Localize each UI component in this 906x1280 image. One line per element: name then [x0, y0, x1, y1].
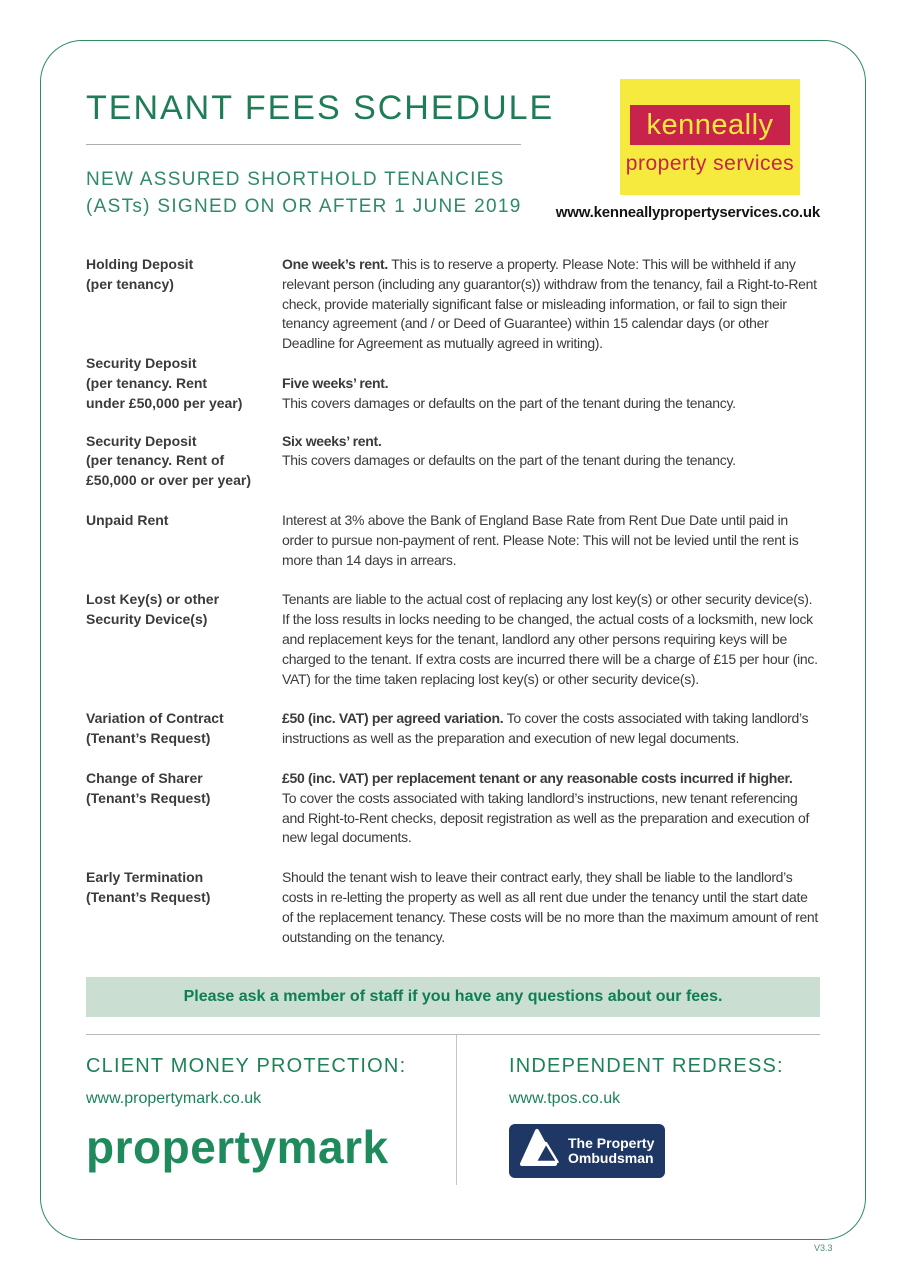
fee-row [86, 432, 820, 491]
fee-desc-rest: This covers damages or defaults on the part of the tenant during the tenancy. [282, 394, 736, 411]
fee-description [282, 769, 820, 848]
client-money-protection-section [86, 1035, 456, 1185]
brand-website-link[interactable]: www.kenneallypropertyservices.co.uk [555, 204, 820, 221]
fee-label: Security Deposit (per tenancy. Rent of £50,000 or over per year) [86, 432, 251, 489]
fee-table [86, 255, 820, 947]
propertymark-url-link[interactable]: www.propertymark.co.uk [86, 1090, 262, 1108]
fee-label: Variation of Contract (Tenant’s Request) [86, 710, 224, 747]
fee-row [86, 354, 820, 414]
fee-description [282, 868, 820, 947]
fee-description [282, 255, 820, 354]
tpo-logo-line-1: The Property [568, 1134, 655, 1151]
fee-desc-rest: Tenants are liable to the actual cost of replacing any lost key(s) or other security device(s). If the loss results in locks needing to be changed, the actual costs of a locksmith, new lock and replacement keys for the tenant, landlord any other persons requiring keys will be charged to the tenant. If extra costs are incurred there will be a charge of £15 per hour (inc. VAT) for the time taken replacing lost key(s) or other security device(s). [282, 591, 818, 687]
fee-desc-lead: Six weeks’ rent. [282, 432, 382, 449]
propertymark-logo: propertymark [86, 1121, 389, 1174]
kenneally-tagline: property services [625, 152, 795, 175]
title-divider [86, 144, 521, 145]
fee-desc-lead: £50 (inc. VAT) per agreed variation. [282, 710, 504, 727]
fee-row [86, 590, 820, 689]
footer [86, 1035, 820, 1185]
cmp-heading: CLIENT MONEY PROTECTION: [86, 1055, 407, 1078]
kenneally-logo [620, 79, 800, 195]
fee-row [86, 511, 820, 570]
property-ombudsman-logo [509, 1124, 665, 1178]
fee-row [86, 868, 820, 947]
fee-desc-rest: This covers damages or defaults on the part of the tenant during the tenancy. [282, 452, 736, 469]
fee-desc-rest: To cover the costs associated with taking landlord’s instructions, new tenant referencing and Right-to-Rent checks, deposit registration as well as the preparation and execution of new legal documents. [282, 789, 810, 846]
fee-label: Security Deposit (per tenancy. Rent under £50,000 per year) [86, 354, 243, 411]
fee-description [282, 432, 820, 491]
fee-description [282, 590, 820, 689]
document-page [40, 40, 866, 1240]
fee-label: Unpaid Rent [86, 511, 169, 528]
fee-desc-lead: £50 (inc. VAT) per replacement tenant or any reasonable costs incurred if higher. [282, 769, 793, 786]
tpo-triangle-icon [517, 1126, 563, 1177]
fee-row [86, 255, 820, 354]
fee-description [282, 354, 820, 414]
fee-desc-rest: To cover the costs associated with taking landlord’s instructions as well as the preparation and execution of new legal documents. [282, 710, 809, 747]
kenneally-logo-nameplate [630, 105, 790, 145]
fee-description [282, 511, 820, 570]
fee-row [86, 769, 820, 848]
fee-label: Early Termination (Tenant’s Request) [86, 869, 211, 905]
subtitle-line-2: (ASTs) SIGNED ON OR AFTER 1 JUNE 2019 [86, 195, 522, 217]
version-label: V3.3 [814, 1243, 833, 1253]
fee-desc-lead: Five weeks’ rent. [282, 374, 389, 391]
fee-description [282, 709, 820, 749]
tpos-url-link[interactable]: www.tpos.co.uk [509, 1090, 621, 1108]
fee-desc-lead: One week’s rent. [282, 256, 388, 272]
kenneally-wordmark: kenneally [646, 108, 774, 141]
notice-bar [86, 977, 820, 1017]
tpo-logo-text [568, 1136, 654, 1167]
redress-heading: INDEPENDENT REDRESS: [509, 1055, 784, 1078]
notice-text: Please ask a member of staff if you have any questions about our fees. [183, 988, 723, 1006]
brand-block [555, 79, 820, 221]
fee-desc-rest: This is to reserve a property. Please Note: This will be withheld if any relevant person (including any guarantor(s)) withdraw from the tenancy, fail a Right-to-Rent check, provide materially significant false or misleading information, or fail to sign their tenancy agreement (and / or Deed of Guarantee) within 15 calendar days (or other Deadline for Agreement as mutually agreed in writing). [282, 256, 817, 352]
independent-redress-section [456, 1035, 820, 1185]
fee-label: Holding Deposit (per tenancy) [86, 256, 194, 292]
fee-label: Lost Key(s) or other Security Device(s) [86, 591, 220, 628]
tpo-logo-line-2: Ombudsman [568, 1150, 654, 1167]
fee-label: Change of Sharer (Tenant’s Request) [86, 769, 211, 806]
subtitle-line-1: NEW ASSURED SHORTHOLD TENANCIES [86, 169, 505, 190]
fee-row [86, 709, 820, 749]
fee-desc-rest: Interest at 3% above the Bank of England Base Rate from Rent Due Date until paid in order to pursue non-payment of rent. Please Note: This will not be levied until the rent is more than 14 days in arrears. [282, 511, 799, 568]
header [86, 89, 820, 221]
fee-desc-rest: Should the tenant wish to leave their contract early, they shall be liable to the landlord’s costs in re-letting the property as well as all rent due under the tenancy until the start date of the replacement tenancy. These costs will be no more than the maximum amount of rent outstanding on the tenancy. [282, 869, 818, 945]
subtitle [86, 167, 566, 220]
page-title: TENANT FEES SCHEDULE [86, 89, 555, 127]
